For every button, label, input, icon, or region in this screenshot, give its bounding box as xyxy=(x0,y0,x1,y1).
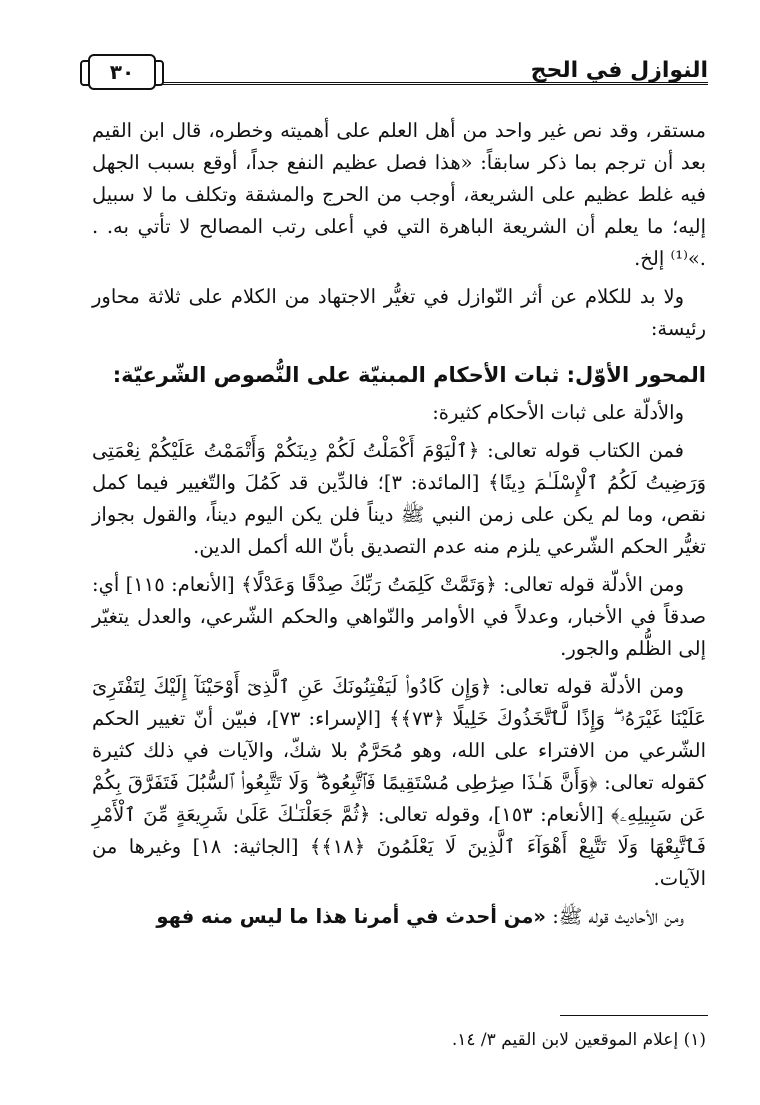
page-body xyxy=(92,115,706,939)
page-header xyxy=(88,48,708,98)
section-heading: المحور الأوّل: ثبات الأحكام المبنيّة على النُّصوص الشّرعيّة: xyxy=(112,363,706,387)
paragraph-5: ومن الأدلّة قوله تعالى: ﴿وَتَمَّتْ كَلِمَتُ رَبِّكَ صِدْقًا وَعَدْلًا﴾ [الأنعام: ١١٥] أي: صدقاً في الأخبار، وعدلاً في الأوامر والنّواهي والحكم الشّرعي، والعدل يتغيّر إلى الظُّلم والجور. xyxy=(92,573,706,660)
hadith-quote: «من أحدث في أمرنا هذا ما ليس منه فهو xyxy=(156,905,546,928)
paragraph-6: ومن الأدلّة قوله تعالى: ﴿وَإِن كَادُوا۟ لَيَفْتِنُونَكَ عَنِ ٱلَّذِىٓ أَوْحَيْنَآ إِلَيْكَ لِتَفْتَرِىَ عَلَيْنَا غَيْرَهُۥ ۖ وَإِذًا لَّٱتَّخَذُوكَ خَلِيلًا ﴿٧٣﴾﴾ [الإسراء: ٧٣]، فبيّن أنّ تغيير الحكم الشّرعي من الافتراء على الله، وهو مُحَرَّمٌ بلا شكّ، والآيات في ذلك كثيرة كقوله تعالى: ﴿وَأَنَّ هَـٰذَا صِرَٰطِى مُسْتَقِيمًا فَٱتَّبِعُوهُ ۖ وَلَا تَتَّبِعُوا۟ ٱلسُّبُلَ فَتَفَرَّقَ بِكُمْ عَن سَبِيلِهِۦ﴾ [الأنعام: ١٥٣]، وقوله تعالى: ﴿ثُمَّ جَعَلْنَـٰكَ عَلَىٰ شَرِيعَةٍ مِّنَ ٱلْأَمْرِ فَٱتَّبِعْهَا وَلَا تَتَّبِعْ أَهْوَآءَ ٱلَّذِينَ لَا يَعْلَمُونَ ﴿١٨﴾﴾ [الجاثية: ١٨] وغيرها من الآيات. xyxy=(92,675,706,890)
paragraph-7 xyxy=(92,901,706,933)
paragraph-2: ولا بد للكلام عن أثر النّوازل في تغيُّر الاجتهاد من الكلام على ثلاثة محاور رئيسة: xyxy=(92,285,706,340)
paragraph-4: فمن الكتاب قوله تعالى: ﴿ٱلْيَوْمَ أَكْمَلْتُ لَكُمْ دِينَكُمْ وَأَتْمَمْتُ عَلَيْكُمْ نِعْمَتِى وَرَضِيتُ لَكُمُ ٱلْإِسْلَـٰمَ دِينًا﴾ [المائدة: ٣]؛ فالدِّين قد كَمُلَ والتّغيير فيما كمل نقص، وما لم يكن على زمن النبي ﷺ ديناً فلن يكن اليوم ديناً، والقول بجواز تغيُّر الحكم الشّرعي يلزم منه عدم التصديق بأنّ الله أكمل الدين. xyxy=(92,439,706,558)
footnote-rule xyxy=(560,1015,708,1016)
paragraph-1: مستقر، وقد نص غير واحد من أهل العلم على أهميته وخطره، قال ابن القيم بعد أن ترجم بما ذكر سابقاً: «هذا فصل عظيم النفع جداً، أوقع بسبب الجهل فيه غلط عظيم على الشريعة، أوجب من الحرج والمشقة وتكلف ما لا سبيل إليه؛ ما يعلم أن الشريعة الباهرة التي في أعلى رتب المصالح لا تأتي به. . .»⁽¹⁾ إلخ. xyxy=(92,119,706,270)
running-title: النوازل في الحج xyxy=(530,58,708,83)
header-rule xyxy=(88,82,708,85)
page-number: ٣٠ xyxy=(88,54,156,90)
footnote: (١) إعلام الموقعين لابن القيم ٣/ ١٤. xyxy=(451,1030,706,1050)
paragraph-3: والأدلّة على ثبات الأحكام كثيرة: xyxy=(432,401,684,424)
paragraph-7-prefix: ومن الأحاديث قوله ﷺ: xyxy=(546,905,684,928)
